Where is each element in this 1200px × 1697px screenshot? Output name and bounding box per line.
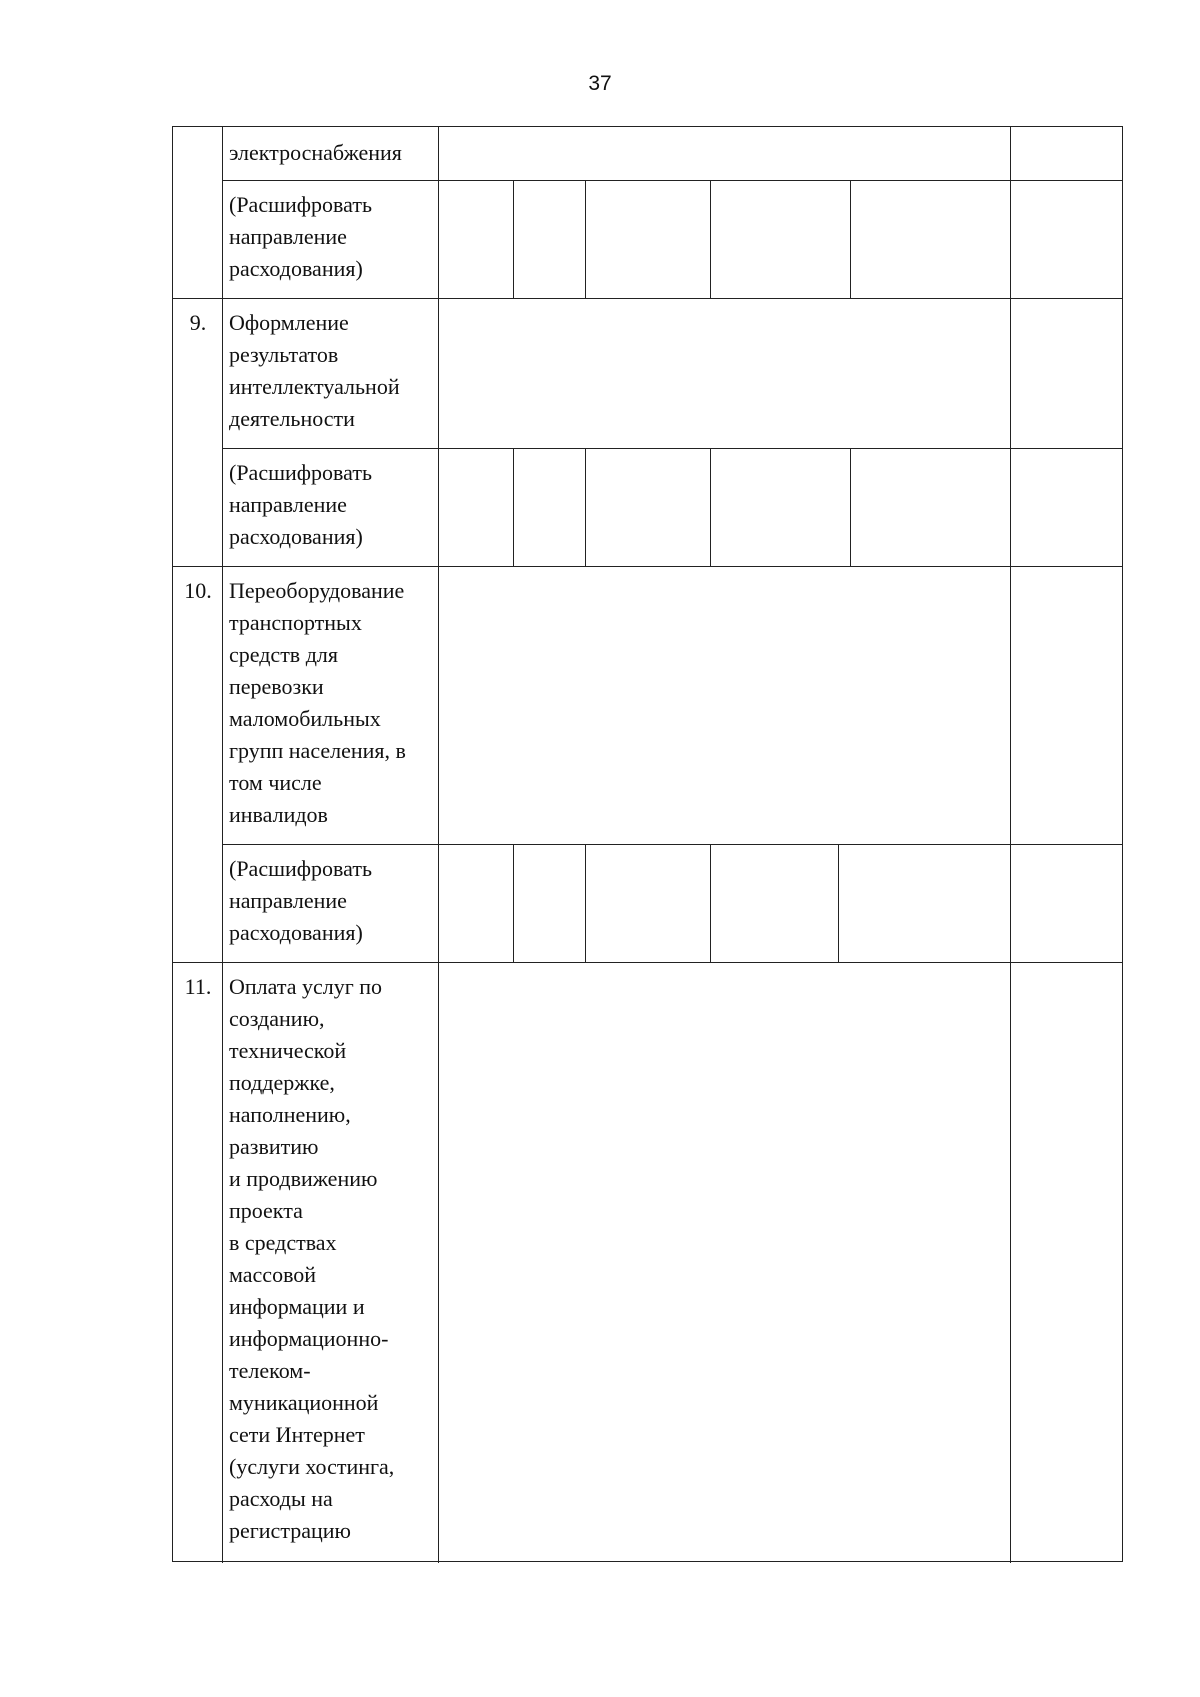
row-line [172, 566, 1123, 567]
sub-col-line [513, 448, 514, 566]
row-line [222, 180, 1122, 181]
sub-col-line [585, 448, 586, 566]
row-line [172, 962, 1123, 963]
row-label: Оплата услуг по созданию, технической поддержке, наполнению, развитию и продвижению проекта в средствах массовой информации и информационно- телеком- муникационной сети Интернет (услуги хостинга, расходы на регистрацию [229, 974, 395, 1543]
row-number: 10. [184, 578, 212, 603]
col-line-num [222, 127, 223, 1563]
row-number: 11. [184, 974, 212, 999]
table-border-right [1122, 126, 1123, 1562]
row-label: электроснабжения [229, 140, 402, 165]
sub-col-line [710, 180, 711, 298]
row-label: (Расшифровать направление расходования) [229, 856, 372, 945]
table-border-bottom [172, 1561, 1123, 1562]
col-line-label [438, 127, 439, 1563]
page-number: 37 [588, 72, 612, 95]
sub-col-line [585, 180, 586, 298]
row-label: Переоборудование транспортных средств для перевозки маломобильных групп населения, в том числе инвалидов [229, 578, 406, 827]
sub-col-line [838, 844, 839, 962]
sub-col-line [513, 844, 514, 962]
sub-col-line [710, 844, 711, 962]
row-label: Оформление результатов интеллектуальной деятельности [229, 310, 400, 431]
sub-col-line [710, 448, 711, 566]
row-line [222, 844, 1122, 845]
row-line [222, 448, 1122, 449]
sub-col-line [850, 180, 851, 298]
sub-col-line [585, 844, 586, 962]
sub-col-line [850, 448, 851, 566]
budget-table [172, 126, 1123, 1562]
row-number: 9. [189, 310, 207, 335]
row-line [172, 298, 1123, 299]
sub-col-line [513, 180, 514, 298]
col-line-last [1010, 127, 1011, 1563]
row-label: (Расшифровать направление расходования) [229, 460, 372, 549]
row-label: (Расшифровать направление расходования) [229, 192, 372, 281]
